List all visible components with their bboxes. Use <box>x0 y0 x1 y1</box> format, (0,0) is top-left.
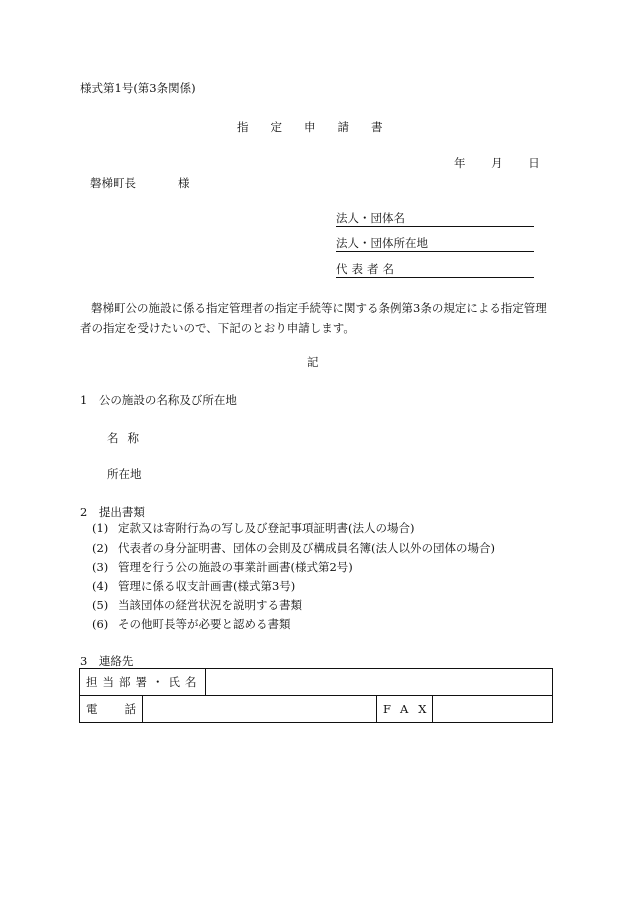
ki-heading: 記 <box>307 355 319 369</box>
list-item: (4) 管理に係る収支計画書(様式第3号) <box>92 579 296 593</box>
list-item: (3) 管理を行う公の施設の事業計画書(様式第2号) <box>92 560 353 574</box>
section2-heading: 2 提出書類 <box>80 505 145 519</box>
addressee-suffix: 様 <box>178 176 190 190</box>
facility-location-label: 所在地 <box>107 467 142 481</box>
list-item: (1) 定款又は寄附行為の写し及び登記事項証明書(法人の場合) <box>92 521 415 535</box>
person-input[interactable] <box>206 669 553 696</box>
list-item: (6) その他町長等が必要と認める書類 <box>92 617 291 631</box>
table-row <box>80 696 553 723</box>
person-label: 担当部署・氏名 <box>80 669 206 696</box>
request-paragraph: 磐梯町公の施設に係る指定管理者の指定手続等に関する条例第3条の規定による指定管理者の指定を受けたいので、下記のとおり申請します。 <box>80 301 547 335</box>
tel-label: 電話 <box>80 696 143 723</box>
corp-name-label: 法人・団体名 <box>336 211 405 225</box>
addressee <box>90 176 190 190</box>
representative-field[interactable] <box>336 262 534 278</box>
list-item: (5) 当該団体の経営状況を説明する書類 <box>92 598 302 612</box>
table-row <box>80 669 553 696</box>
form-number: 様式第1号(第3条関係) <box>80 81 196 95</box>
page-title: 指定申請書 <box>237 120 405 134</box>
addressee-name: 磐梯町長 <box>90 176 136 190</box>
fax-label: FAX <box>377 696 433 723</box>
list-item: (2) 代表者の身分証明書、団体の会則及び構成員名簿(法人以外の団体の場合) <box>92 541 495 555</box>
fax-input[interactable] <box>433 696 553 723</box>
corp-address-label: 法人・団体所在地 <box>336 236 428 250</box>
section3-heading: 3 連絡先 <box>80 654 134 668</box>
date-line: 年 月 日 <box>454 156 540 170</box>
section1-heading: 1 公の施設の名称及び所在地 <box>80 393 237 407</box>
representative-label: 代表者名 <box>336 262 398 276</box>
facility-name-label: 名称 <box>107 431 148 445</box>
corp-name-field[interactable] <box>336 211 534 227</box>
corp-address-field[interactable] <box>336 236 534 252</box>
tel-input[interactable] <box>143 696 377 723</box>
contact-table <box>79 668 553 723</box>
